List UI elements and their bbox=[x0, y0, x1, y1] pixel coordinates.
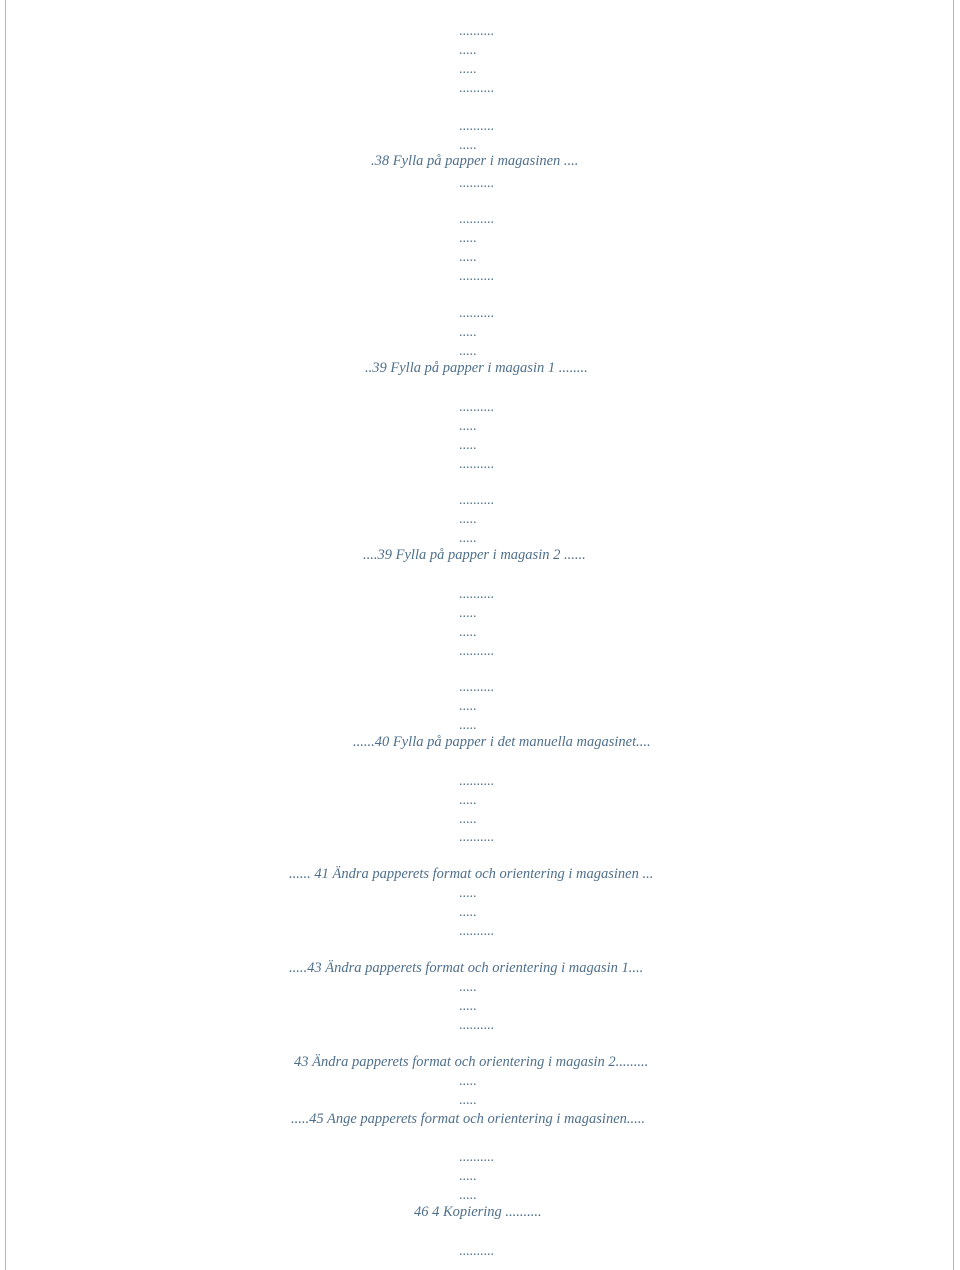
toc-dot-leader: ..... bbox=[459, 793, 477, 808]
toc-dot-leader: .......... bbox=[459, 119, 494, 134]
toc-dot-leader: ..... bbox=[459, 344, 477, 359]
toc-dot-leader: .......... bbox=[459, 587, 494, 602]
toc-entry[interactable]: ..39 Fylla på papper i magasin 1 ........ bbox=[365, 360, 588, 376]
toc-dot-leader: ..... bbox=[459, 999, 477, 1014]
toc-entry[interactable]: 46 4 Kopiering .......... bbox=[414, 1204, 542, 1220]
toc-dot-leader: .......... bbox=[459, 24, 494, 39]
toc-entry[interactable]: .38 Fylla på papper i magasinen .... bbox=[371, 153, 579, 169]
toc-dot-leader: .......... bbox=[459, 1018, 494, 1033]
toc-dot-leader: .......... bbox=[459, 176, 494, 191]
toc-dot-leader: ..... bbox=[459, 419, 477, 434]
toc-dot-leader: .......... bbox=[459, 457, 494, 472]
toc-entry[interactable]: .....45 Ange papperets format och orientering i magasinen..... bbox=[291, 1111, 646, 1127]
toc-dot-leader: .......... bbox=[459, 1150, 494, 1165]
toc-dot-leader: ..... bbox=[459, 438, 477, 453]
toc-dot-leader: .......... bbox=[459, 306, 494, 321]
toc-entry[interactable]: ......40 Fylla på papper i det manuella magasinet.... bbox=[353, 734, 651, 750]
toc-dot-leader: .......... bbox=[459, 212, 494, 227]
toc-dot-leader: ..... bbox=[459, 699, 477, 714]
toc-dot-leader: ..... bbox=[459, 231, 477, 246]
toc-dot-leader: ..... bbox=[459, 905, 477, 920]
toc-dot-leader: .......... bbox=[459, 493, 494, 508]
toc-dot-leader: .......... bbox=[459, 924, 494, 939]
toc-dot-leader: ..... bbox=[459, 531, 477, 546]
toc-dot-leader: ..... bbox=[459, 1074, 477, 1089]
toc-dot-leader: .......... bbox=[459, 269, 494, 284]
toc-dot-leader: ..... bbox=[459, 138, 477, 153]
toc-dot-leader: .......... bbox=[459, 774, 494, 789]
toc-dot-leader: ..... bbox=[459, 812, 477, 827]
toc-dot-leader: ..... bbox=[459, 1188, 477, 1203]
toc-dot-leader: ..... bbox=[459, 250, 477, 265]
toc-dot-leader: ..... bbox=[459, 1169, 477, 1184]
toc-entry[interactable]: ....39 Fylla på papper i magasin 2 ...... bbox=[363, 547, 586, 563]
toc-dot-leader: ..... bbox=[459, 62, 477, 77]
toc-dot-leader: ..... bbox=[459, 886, 477, 901]
toc-dot-leader: ..... bbox=[459, 980, 477, 995]
page-edge-right bbox=[953, 0, 954, 1270]
toc-entry[interactable]: ...... 41 Ändra papperets format och orientering i magasinen ... bbox=[289, 866, 654, 882]
toc-dot-leader: ..... bbox=[459, 43, 477, 58]
toc-dot-leader: .......... bbox=[459, 680, 494, 695]
toc-dot-leader: ..... bbox=[459, 512, 477, 527]
page-edge-left bbox=[5, 0, 6, 1270]
toc-dot-leader: .......... bbox=[459, 644, 494, 659]
toc-dot-leader: ..... bbox=[459, 1093, 477, 1108]
toc-dot-leader: .......... bbox=[459, 81, 494, 96]
toc-dot-leader: .......... bbox=[459, 400, 494, 415]
toc-dot-leader: ..... bbox=[459, 625, 477, 640]
toc-dot-leader: .......... bbox=[459, 1244, 494, 1259]
toc-dot-leader: ..... bbox=[459, 325, 477, 340]
toc-entry[interactable]: 43 Ändra papperets format och orientering i magasin 2......... bbox=[294, 1054, 649, 1070]
toc-dot-leader: ..... bbox=[459, 606, 477, 621]
toc-dot-leader: .......... bbox=[459, 830, 494, 845]
toc-entry[interactable]: .....43 Ändra papperets format och orientering i magasin 1.... bbox=[289, 960, 644, 976]
toc-dot-leader: ..... bbox=[459, 718, 477, 733]
